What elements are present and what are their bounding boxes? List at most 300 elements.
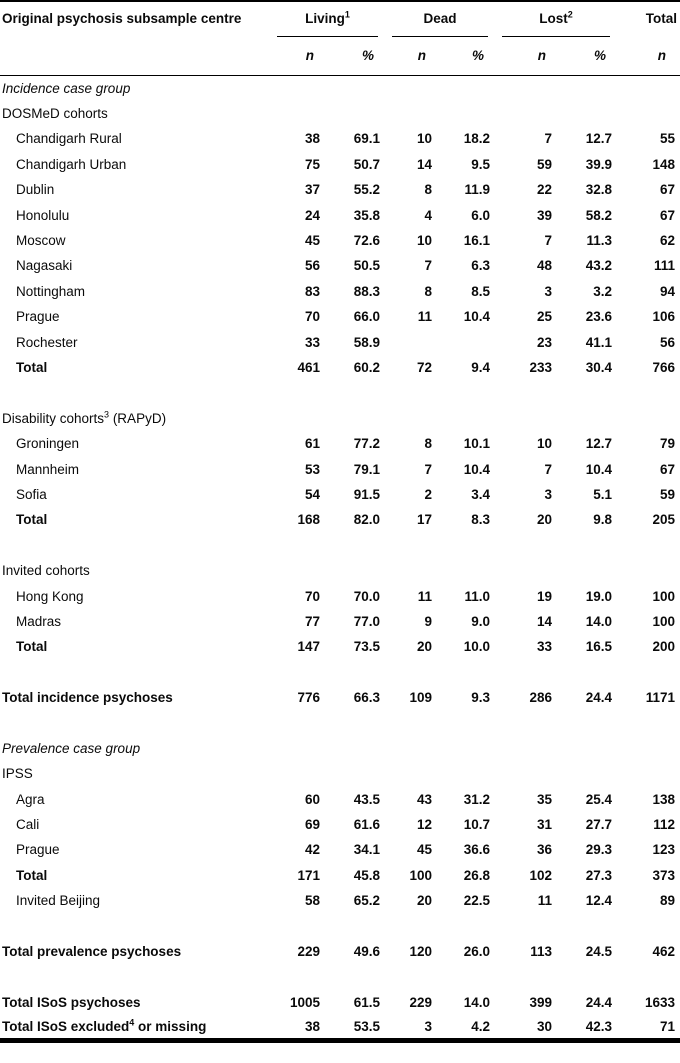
value-cell [270,710,325,735]
value-cell [617,964,680,989]
table-row [0,736,680,761]
value-cell: 55.2 [353,182,381,198]
value-cell: 36.6 [463,842,491,858]
value-cell [270,558,325,583]
value-cell [617,406,680,431]
table-row [0,837,680,862]
row-label [0,964,270,989]
value-cell: 61.6 [353,817,381,833]
row-label: Total [16,639,48,655]
value-cell [437,101,495,126]
value-cell: 10 [537,436,553,452]
value-cell: 43.2 [585,258,613,274]
value-cell: 34.1 [353,842,381,858]
value-cell: 9.5 [471,156,491,172]
value-cell: 61.5 [353,994,381,1010]
value-cell: 16.1 [463,233,491,249]
value-cell: 69 [304,817,320,833]
value-cell [617,76,680,101]
value-cell: 48 [537,258,553,274]
spacer-row [0,913,680,938]
value-cell: 31 [537,817,553,833]
table-row [0,304,680,329]
value-cell: 77.2 [353,436,381,452]
value-cell [385,761,437,786]
value-cell: 20 [537,512,553,528]
value-cell [385,406,437,431]
footnote-marker: 4 [129,1017,135,1028]
row-label [0,710,270,735]
value-cell: 286 [529,690,553,706]
subheader-lost-pct: % [557,37,617,76]
value-cell: 138 [652,791,676,807]
value-cell: 3.2 [593,283,613,299]
value-cell: 5.1 [593,486,613,502]
value-cell [325,558,385,583]
value-cell: 42 [304,842,320,858]
value-cell: 17 [416,512,433,528]
value-cell: 8 [424,182,433,198]
value-cell [617,710,680,735]
value-cell: 39.9 [585,156,613,172]
value-cell: 7 [544,233,553,249]
value-cell: 73.5 [353,639,381,655]
value-cell: 23.6 [585,309,613,325]
value-cell: 24 [304,207,320,223]
value-cell [270,913,325,938]
value-cell [270,761,325,786]
value-cell [325,710,385,735]
value-cell: 91.5 [353,486,381,502]
value-cell [617,380,680,405]
value-cell [557,659,617,684]
value-cell [385,76,437,101]
value-cell: 66.3 [353,690,381,706]
value-cell: 12.7 [585,436,613,452]
row-label: Total [16,867,48,883]
value-cell: 50.7 [353,156,381,172]
value-cell: 113 [530,943,553,959]
value-cell: 55 [660,131,676,147]
value-cell: 8.3 [471,512,491,528]
value-cell: 50.5 [353,258,381,274]
value-cell [557,558,617,583]
col-group-total: Total [645,11,678,26]
value-cell: 61 [304,436,320,452]
value-cell: 62 [660,233,676,249]
value-cell: 102 [529,867,553,883]
row-label: Chandigarh Urban [16,156,127,172]
value-cell: 94 [660,283,676,299]
value-cell: 229 [297,943,320,959]
value-cell [557,406,617,431]
value-cell: 30 [537,1018,553,1034]
row-label: Nottingham [16,283,86,299]
value-cell: 26.0 [463,943,491,959]
row-label: Groningen [16,436,80,452]
value-cell: 3.4 [471,486,491,502]
value-cell: 9.4 [471,359,491,375]
col-group-living [270,1,385,37]
row-label: IPSS [2,766,33,782]
spacer-row [0,964,680,989]
table-row [0,1015,680,1040]
value-cell: 79 [660,436,676,452]
value-cell: 45 [304,233,320,249]
value-cell: 10.4 [463,309,491,325]
value-cell: 11.9 [464,182,491,198]
value-cell [385,659,437,684]
value-cell: 7 [424,258,433,274]
footnote-marker-1: 1 [344,9,350,20]
value-cell [437,533,495,558]
table-row [0,406,680,431]
value-cell: 233 [529,359,553,375]
value-cell: 56 [660,334,676,350]
value-cell: 11.0 [464,588,491,604]
value-cell [437,76,495,101]
value-cell: 20 [416,639,433,655]
lost-group-underline [502,2,610,37]
table-row [0,812,680,837]
value-cell: 88.3 [353,283,381,299]
value-cell [495,761,557,786]
value-cell [385,964,437,989]
value-cell: 200 [652,639,676,655]
col-group-dead-label: Dead [423,11,457,26]
value-cell: 18.2 [463,131,491,147]
value-cell: 7 [544,461,553,477]
row-label: Total incidence psychoses [2,690,173,706]
value-cell [437,406,495,431]
subheader-living-pct: % [325,37,385,76]
row-label: Total [16,359,48,375]
value-cell [557,533,617,558]
value-cell [495,710,557,735]
row-label: Hong Kong [16,588,84,604]
value-cell: 77 [304,613,320,629]
value-cell: 35 [537,791,553,807]
spacer-row [0,533,680,558]
value-cell [325,76,385,101]
value-cell: 59 [660,486,676,502]
value-cell: 9 [424,613,433,629]
value-cell: 106 [652,309,676,325]
value-cell: 10 [416,233,433,249]
value-cell: 14 [416,156,433,172]
value-cell: 148 [652,156,676,172]
value-cell: 4 [424,207,433,223]
row-label: Honolulu [16,207,70,223]
value-cell: 10.0 [463,639,491,655]
row-label: Sofia [16,486,47,502]
value-cell: 23 [537,334,553,350]
value-cell [270,406,325,431]
value-cell: 10 [416,131,433,147]
value-cell: 4.2 [471,1018,491,1034]
value-cell [325,659,385,684]
value-cell: 19.0 [585,588,613,604]
table-row [0,202,680,227]
value-cell: 123 [652,842,676,858]
value-cell: 9.0 [471,613,491,629]
table-row [0,253,680,278]
table-row [0,863,680,888]
value-cell: 3 [424,1018,433,1034]
row-label: Dublin [16,182,55,198]
value-cell [557,710,617,735]
value-cell [437,710,495,735]
value-cell: 33 [304,334,320,350]
value-cell: 89 [660,893,676,909]
value-cell: 82.0 [353,512,381,528]
table-row [0,76,680,101]
subheader-living-n: n [270,37,325,76]
value-cell [437,329,495,354]
value-cell: 14.0 [463,994,491,1010]
table-row [0,482,680,507]
value-cell: 39 [537,207,553,223]
value-cell: 3 [544,283,553,299]
value-cell: 67 [660,182,676,198]
table-row [0,786,680,811]
value-cell: 7 [544,131,553,147]
value-cell: 14.0 [585,613,613,629]
value-cell [437,659,495,684]
value-cell: 9.3 [471,690,491,706]
value-cell: 766 [652,359,676,375]
value-cell: 2 [424,486,433,502]
value-cell: 71 [660,1018,676,1034]
table-row [0,761,680,786]
value-cell [385,380,437,405]
table-row [0,228,680,253]
row-label: Agra [16,791,45,807]
table-row [0,939,680,964]
value-cell: 58 [304,893,320,909]
value-cell: 42.3 [585,1018,613,1034]
value-cell: 10.1 [463,436,491,452]
value-cell: 75 [304,156,320,172]
living-group-underline [277,2,378,37]
value-cell: 37 [304,182,320,198]
value-cell [325,406,385,431]
value-cell: 11 [537,893,553,909]
value-cell: 58.2 [585,207,613,223]
value-cell: 53 [304,461,320,477]
subheader-dead-n: n [385,37,437,76]
value-cell: 41.1 [585,334,613,350]
value-cell: 8 [424,436,433,452]
value-cell [385,329,437,354]
subheader-dead-pct: % [437,37,495,76]
value-cell [557,964,617,989]
value-cell: 19 [537,588,553,604]
value-cell: 12.4 [585,893,613,909]
value-cell [385,710,437,735]
value-cell [385,533,437,558]
spacer-row [0,710,680,735]
value-cell: 100 [409,867,433,883]
value-cell: 65.2 [353,893,381,909]
value-cell [495,101,557,126]
value-cell [325,533,385,558]
value-cell [495,736,557,761]
value-cell: 112 [653,817,676,833]
value-cell: 45 [416,842,433,858]
value-cell: 59 [537,156,553,172]
value-cell [270,736,325,761]
value-cell: 462 [652,943,676,959]
table-header [0,1,680,76]
value-cell: 27.7 [585,817,613,833]
value-cell [385,913,437,938]
value-cell [325,913,385,938]
row-label: Mannheim [16,461,80,477]
value-cell [495,964,557,989]
table-row [0,101,680,126]
value-cell [325,761,385,786]
value-cell: 399 [529,994,553,1010]
value-cell: 60.2 [353,359,381,375]
footnote-marker-2: 2 [567,9,573,20]
value-cell [617,101,680,126]
row-label: Invited cohorts [2,563,90,579]
subheader-total-n: n [617,37,680,76]
value-cell: 16.5 [585,639,613,655]
value-cell: 205 [652,512,676,528]
row-label: Total ISoS excluded$^4$ or missing [2,1017,207,1034]
table-row [0,634,680,659]
spacer-row [0,380,680,405]
table-row [0,583,680,608]
value-cell [557,761,617,786]
value-cell: 100 [652,613,676,629]
table-row [0,329,680,354]
value-cell: 109 [409,690,433,706]
value-cell: 56 [304,258,320,274]
table-row [0,888,680,913]
value-cell: 3 [544,486,553,502]
value-cell [617,558,680,583]
value-cell [557,913,617,938]
value-cell: 72 [416,359,433,375]
value-cell: 1171 [645,690,676,706]
value-cell: 54 [304,486,320,502]
value-cell [270,659,325,684]
row-label: Total ISoS psychoses [2,994,141,1010]
value-cell: 67 [660,461,676,477]
value-cell: 58.9 [353,334,381,350]
row-label: Total [16,512,48,528]
table-row [0,685,680,710]
value-cell: 7 [424,461,433,477]
value-cell: 373 [652,867,676,883]
value-cell [437,964,495,989]
row-label: Disability cohorts$^3$ (RAPyD) [2,409,167,426]
value-cell [437,558,495,583]
row-label: Chandigarh Rural [16,131,122,147]
col-group-lost-label: Lost [539,11,568,26]
subheader-lost-n: n [495,37,557,76]
value-cell: 1005 [289,994,320,1010]
value-cell [617,533,680,558]
spacer-row [0,659,680,684]
value-cell: 83 [304,283,320,299]
value-cell [325,964,385,989]
table-row [0,279,680,304]
row-label: Prevalence case group [2,740,141,756]
value-cell [557,101,617,126]
value-cell [495,76,557,101]
value-cell: 12.7 [585,131,613,147]
value-cell: 67 [660,207,676,223]
value-cell: 8.5 [471,283,491,299]
value-cell [495,913,557,938]
column-group-header-row [0,1,680,37]
value-cell [557,736,617,761]
value-cell [270,101,325,126]
row-label: Cali [16,817,40,833]
value-cell: 10.4 [463,461,491,477]
subheader-empty [0,37,270,76]
value-cell: 29.3 [585,842,613,858]
value-cell [325,101,385,126]
value-cell: 11 [417,309,433,325]
row-label: Prague [16,309,60,325]
value-cell: 79.1 [353,461,381,477]
value-cell: 22.5 [463,893,491,909]
row-label: Rochester [16,334,78,350]
value-cell: 25.4 [585,791,613,807]
value-cell: 49.6 [353,943,381,959]
value-cell: 776 [297,690,320,706]
value-cell [495,659,557,684]
footnote-marker: 3 [104,409,110,420]
value-cell [557,380,617,405]
value-cell: 9.8 [593,512,613,528]
value-cell: 26.8 [463,867,491,883]
value-cell: 24.4 [585,690,613,706]
col-group-dead [385,1,495,37]
value-cell: 36 [537,842,553,858]
value-cell [325,380,385,405]
value-cell [270,964,325,989]
value-cell: 147 [297,639,320,655]
value-cell: 60 [304,791,320,807]
value-cell [270,380,325,405]
value-cell: 31.2 [463,791,491,807]
value-cell: 20 [416,893,433,909]
value-cell: 32.8 [585,182,613,198]
value-cell: 22 [537,182,553,198]
value-cell: 35.8 [353,207,381,223]
value-cell [437,736,495,761]
value-cell: 70.0 [353,588,381,604]
value-cell: 461 [297,359,320,375]
table-row [0,355,680,380]
value-cell: 24.5 [585,943,613,959]
value-cell [617,736,680,761]
value-cell: 69.1 [353,131,381,147]
value-cell: 120 [409,943,433,959]
value-cell [495,380,557,405]
row-label: Moscow [16,233,66,249]
value-cell [437,380,495,405]
value-cell: 70 [304,588,320,604]
table-row [0,990,680,1015]
value-cell: 38 [304,1018,320,1034]
